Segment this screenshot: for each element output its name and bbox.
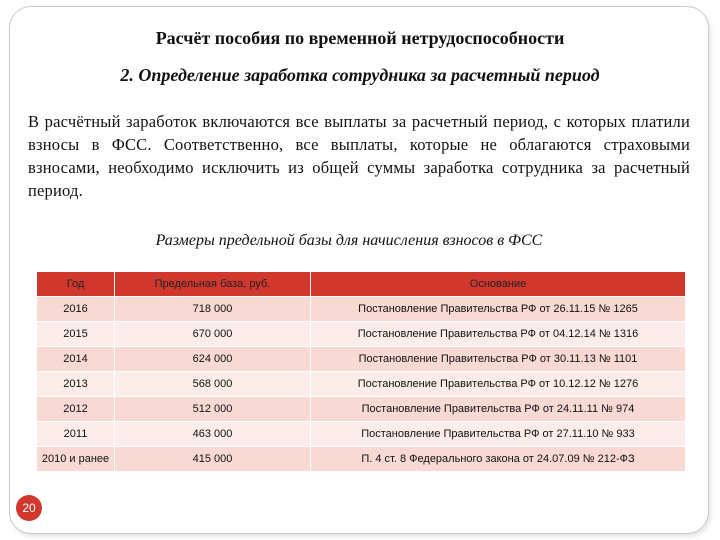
cell-basis: Постановление Правительства РФ от 27.11.10 № 933 <box>311 422 686 447</box>
cell-year: 2011 <box>37 422 115 447</box>
contribution-limit-table <box>36 271 686 472</box>
header-basis: Основание <box>311 272 686 297</box>
table-row <box>37 297 686 322</box>
cell-limit: 463 000 <box>115 422 311 447</box>
cell-year: 2010 и ранее <box>37 447 115 472</box>
cell-basis: Постановление Правительства РФ от 24.11.11 № 974 <box>311 397 686 422</box>
cell-year: 2012 <box>37 397 115 422</box>
header-year: Год <box>37 272 115 297</box>
cell-year: 2014 <box>37 347 115 372</box>
cell-limit: 624 000 <box>115 347 311 372</box>
cell-year: 2016 <box>37 297 115 322</box>
page-number: 20 <box>22 501 36 515</box>
header-limit: Предельная база, руб. <box>115 272 311 297</box>
cell-limit: 670 000 <box>115 322 311 347</box>
slide-subtitle: 2. Определение заработка сотрудника за расчетный период <box>120 65 600 85</box>
cell-year: 2015 <box>37 322 115 347</box>
cell-basis: Постановление Правительства РФ от 30.11.13 № 1101 <box>311 347 686 372</box>
cell-basis: Постановление Правительства РФ от 10.12.12 № 1276 <box>311 372 686 397</box>
table-row <box>37 447 686 472</box>
table-row <box>37 347 686 372</box>
cell-basis: Постановление Правительства РФ от 04.12.14 № 1316 <box>311 322 686 347</box>
page-number-badge <box>16 495 42 521</box>
table-row <box>37 422 686 447</box>
cell-basis: Постановление Правительства РФ от 26.11.15 № 1265 <box>311 297 686 322</box>
cell-limit: 512 000 <box>115 397 311 422</box>
table-row <box>37 322 686 347</box>
slide-title: Расчёт пособия по временной нетрудоспособности <box>155 28 565 48</box>
cell-basis: П. 4 ст. 8 Федерального закона от 24.07.09 № 212-ФЗ <box>311 447 686 472</box>
cell-limit: 415 000 <box>115 447 311 472</box>
cell-year: 2013 <box>37 372 115 397</box>
table-row <box>37 397 686 422</box>
table-header-row <box>37 272 686 297</box>
body-paragraph: В расчётный заработок включаются все выплаты за расчетный период, с которых платили взносы в ФСС. Соответственно, все выплаты, которые не облагаются страховыми взносами, необходимо исключить из общей суммы заработка сотрудника за расчетный период. <box>28 112 690 200</box>
table-caption: Размеры предельной базы для начисления взносов в ФСС <box>155 232 543 249</box>
table-row <box>37 372 686 397</box>
cell-limit: 568 000 <box>115 372 311 397</box>
cell-limit: 718 000 <box>115 297 311 322</box>
